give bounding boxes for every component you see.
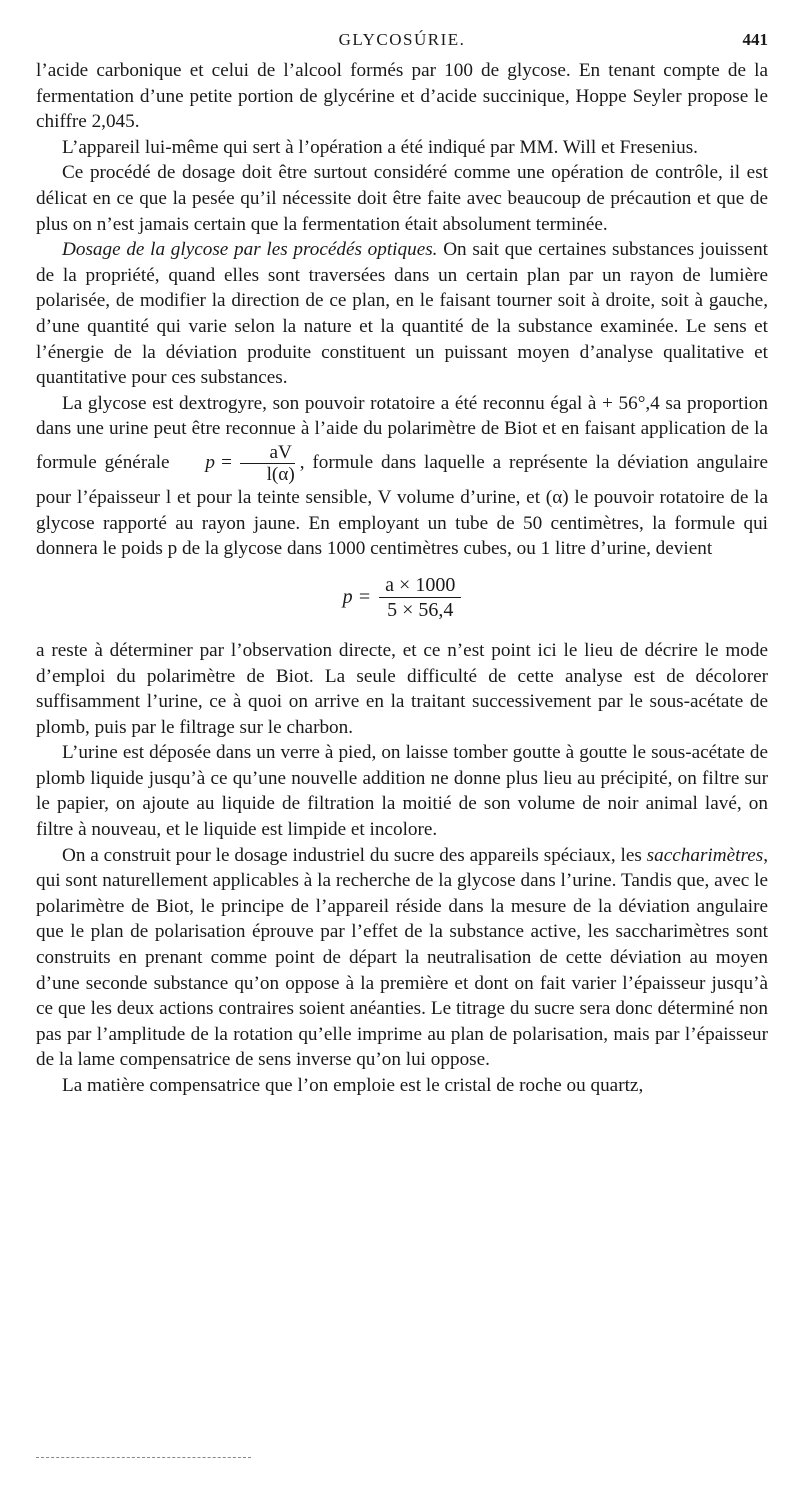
paragraph-continuation xyxy=(36,58,768,135)
paragraph-apparatus xyxy=(36,135,768,161)
display-formula-denominator: 5 × 56,4 xyxy=(387,599,454,622)
paragraph-dextrogyre xyxy=(36,391,768,562)
paragraph-observation xyxy=(36,638,768,740)
paragraph-text: , qui sont naturellement applicables à la recherche de la glycose dans l’urine. Tandis que, avec le polarimètre de Biot, le principe de l’appareil réside dans la mesure de la déviation angulaire que le plan de polarisation éprouve par l’effet de la substance active, les saccharimètres sont construits en prenant comme point de départ la neutralisation de cette déviation au moyen d’une seconde substance qu’on oppose à la première et dont on fait varier l’épaisseur jusqu’à ce que les deux actions contraires soient anéanties. Le titrage du sucre sera donc déterminé non pas par l’amplitude de la rotation qu’elle imprime au plan de polarisation, mais par l’épaisseur de la lame compensatrice de sens inverse qu’on lui oppose. xyxy=(36,844,768,1071)
inline-formula-fraction xyxy=(238,442,298,485)
paragraph-text: l’acide carbonique et celui de l’alcool formés par 100 de glycose. En tenant compte de la fermentation d’une petite portion de glycérine et d’acide succinique, Hoppe Seyler propose le chiffre 2,045. xyxy=(36,60,768,133)
paragraph-text: La glycose est dextrogyre, son pouvoir rotatoire a été reconnu égal à + 56°,4 sa proportion dans une urine peut être reconnue à l’aide du polarimètre de Biot et en faisant application de la formule générale xyxy=(36,392,768,473)
inline-formula-lhs: p = xyxy=(205,451,233,473)
inline-formula-denominator: l(α) xyxy=(266,464,295,486)
display-formula-lhs: p = xyxy=(342,586,372,609)
paragraph-compensator xyxy=(36,1073,768,1099)
page-header xyxy=(36,30,768,58)
italic-term: saccharimètres xyxy=(646,844,764,866)
paragraph-text: L’urine est déposée dans un verre à pied, on laisse tomber goutte à goutte le sous-acétate de plomb liquide jusqu’à ce qu’une nouvelle addition ne donne plus lieu au précipité, on filtre sur le papier, on ajoute au liquide de filtration la moitié de son volume de noir animal lavé, on filtre à nouveau, et le liquide est limpide et incolore. xyxy=(36,742,768,841)
paragraph-optical-methods xyxy=(36,237,768,391)
paragraph-filtration xyxy=(36,740,768,842)
paragraph-control xyxy=(36,160,768,237)
display-formula xyxy=(36,564,768,632)
paragraph-text: , formule dans laquelle a représente la déviation angulaire pour l’épaisseur l et pour la teinte sensible, V volume d’urine, et (α) le pouvoir rotatoire de la glycose rapporté au rayon jaune. En employant un tube de 50 centimètres, la formule qui donnera le poids p de la glycose dans 1000 centimètres cubes, ou 1 litre d’urine, devient xyxy=(36,451,768,560)
paragraph-text: On a construit pour le dosage industriel du sucre des appareils spéciaux, les xyxy=(62,844,647,866)
paragraph-text: On sait que certaines substances jouissent de la propriété, quand elles sont traversées dans un certain plan par un rayon de lumière polarisée, de modifier la direction de ce plan, en le faisant tourner soit à droite, soit à gauche, d’une quantité qui varie selon la nature et la quantité de la substance examinée. Le sens et l’énergie de la déviation produite constituent un puissant moyen d’analyse qualitative et quantitative pour ces substances. xyxy=(36,239,768,389)
page xyxy=(36,30,768,1099)
inline-formula xyxy=(179,442,297,485)
footer-rule xyxy=(36,1457,251,1458)
paragraph-text: La matière compensatrice que l’on emploie est le cristal de roche ou quartz, xyxy=(62,1075,644,1096)
display-formula-numerator: a × 1000 xyxy=(379,573,461,598)
paragraph-text: L’appareil lui-même qui sert à l’opération a été indiqué par MM. Will et Fresenius. xyxy=(62,136,698,158)
running-title: GLYCOSÚRIE. xyxy=(338,30,466,49)
inline-formula-numerator: aV xyxy=(240,442,294,464)
section-lead-heading: Dosage de la glycose par les procédés optiques. xyxy=(62,239,438,261)
paragraph-text: Ce procédé de dosage doit être surtout considéré comme une opération de contrôle, il est délicat en ce que la pesée qu’il nécessite doit être faite avec beaucoup de précaution et que de plus on n’est jamais certain que la fermentation était absolument terminée. xyxy=(36,162,768,235)
paragraph-saccharimeters xyxy=(36,843,768,1073)
paragraph-text: a reste à déterminer par l’observation directe, et ce n’est point ici le lieu de décrire le mode d’emploi du polarimètre de Biot. La seule difficulté de cette analyse est de décolorer suffisamment l’urine, ce à quoi on arrive en la traitant successivement par le sous-acétate de plomb, puis par le filtrage sur le charbon. xyxy=(36,639,768,738)
page-number: 441 xyxy=(742,30,768,49)
display-formula-fraction xyxy=(379,573,461,622)
